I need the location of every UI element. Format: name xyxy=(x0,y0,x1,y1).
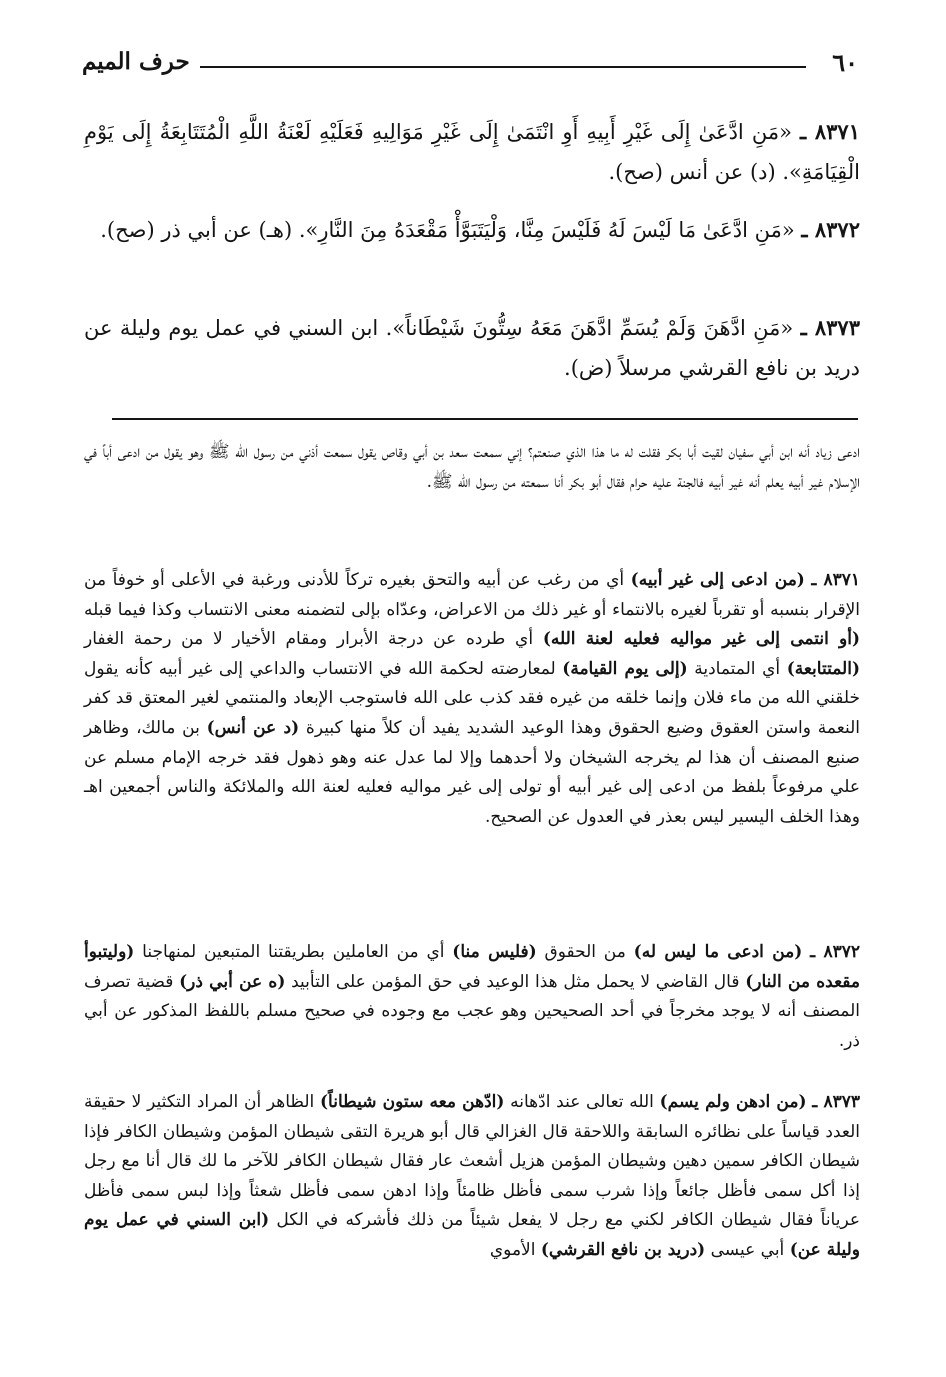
commentary-text: أي من العاملين بطريقتنا المتبعين لمنهاجنا xyxy=(134,942,453,962)
commentary-paragraph xyxy=(84,938,860,1056)
quoted-phrase: (ادّهن معه ستون شيطاناً) xyxy=(319,1092,505,1112)
commentary-text: أي طرده عن درجة الأبرار ومقام الأخيار لا من رحمة الغفار xyxy=(84,629,543,650)
quoted-phrase: (أو انتمى إلى غير مواليه فعليه لعنة الله) xyxy=(542,629,861,650)
commentary-intro xyxy=(84,438,860,497)
commentary-text: الله تعالى عند ادّهانه xyxy=(504,1092,660,1112)
hadith-source: ابن السني في عمل يوم وليلة عن دريد بن نافع القرشي مرسلاً (ض). xyxy=(84,316,860,380)
commentary-paragraph: ادعى زياد أنه ابن أبي سفيان لقيت أبا بكر فقلت له ما هذا الذي صنعتم؟ إني سمعت سعد بن أبي وقاص يقول سمعت أذني من رسول الله ﷺ وهو يقول من ادعى أباً في الإسلام غير أبيه يعلم أنه غير أبيه فالجنة عليه حرام فقال أبو بكر أنا سمعته من رسول الله ﷺ. xyxy=(84,442,860,492)
hadith-text: «مَنِ ادَّهَنَ وَلَمْ يُسَمِّ ادَّهَنَ مَعَهُ سِتُّونَ شَيْطَاناً». xyxy=(385,316,794,340)
commentary-paragraph xyxy=(84,1088,860,1266)
commentary-text: أي من رغب عن أبيه والتحق بغيره تركاً للأدنى ورغبة في الأعلى أو خوفاً من الإقرار بنسبه أو تقرباً لغيره بالانتماء أو غير ذلك من الاعراض، وعدّاه بإلى لتضمنه معنى الانتساب وكذا فيما قبله xyxy=(84,570,860,620)
commentary-8371 xyxy=(84,566,860,832)
hadith-number: ٨٣٧١ ـ xyxy=(800,119,860,144)
commentary-text: الظاهر أن المراد التكثير لا حقيقة العدد قياساً على نظائره السابقة واللاحقة قال الغزالي قال أبو هريرة التقى شيطان المؤمن وشيطان الكافر فإذا شيطان الكافر سمين دهين وشيطان المؤمن هزيل أشعث عار فقال شيطان الكافر للآخر ما لك قال أنا مع رجل إذا أكل سمى فأظل جائعاً وإذا شرب سمى فأظل ظامئاً وإذا ادهن سمى فأظل شعثاً وإذا لبس سمى فأظل عرياناً فقال شيطان الكافر لكني مع رجل لا يفعل شيئاً من ذلك فأشركه في الكل xyxy=(84,1092,860,1231)
commentary-8372 xyxy=(84,938,860,1056)
commentary-number: ٨٣٧٣ ـ xyxy=(812,1092,860,1112)
commentary-text: قضية تصرف المصنف أنه لا يوجد مخرجاً في أحد الصحيحين وهو عجب مع وجوده في صحيح مسلم باللفظ المذكور عن أبي ذر. xyxy=(84,971,860,1051)
commentary-text: قال القاضي لا يحمل مثل هذا الوعيد في حق المؤمن على التأبيد xyxy=(285,971,746,992)
commentary-text: لمعارضته لحكمة الله في الانتساب والداعي إلى غير أبيه كأنه يقول خلقني الله من ماء فلان وإنما خلقه من غيره فقد كذب على الله فاستوجب الإبعاد والمنتمي لغير المعتق قد كفر النعمة واستن العقوق وضيع الحقوق وهذا الوعيد الشديد يفيد أن كلاً منها كبيرة xyxy=(84,658,860,738)
hadith-8372 xyxy=(84,210,860,250)
commentary-number: ٨٣٧٢ ـ xyxy=(810,942,861,962)
page-number: ٦٠ xyxy=(832,48,858,77)
commentary-text: من الحقوق xyxy=(536,942,634,962)
page-header xyxy=(82,48,858,88)
commentary-text: بن مالك، وظاهر صنيع المصنف أن هذا لم يخرجه الشيخان ولا أحدهما وإلا لما عدل عنه وهو ذهول فقد خرجه الإمام مسلم عن علي مرفوعاً بلفظ من ادعى إلى غير أبيه أو تولى إلى غير مواليه فعليه لعنة الله والملائكة والناس أجمعين اهـ وهذا الخلف اليسير ليس بعذر في العدول عن الصحيح. xyxy=(84,717,861,827)
quoted-phrase: (من ادعى ما ليس له) xyxy=(633,942,803,962)
hadith-8371 xyxy=(84,112,860,192)
chapter-title: حرف الميم xyxy=(82,48,190,75)
hadith-number: ٨٣٧٢ ـ xyxy=(801,217,860,242)
quoted-phrase: (فليس منا) xyxy=(452,942,537,962)
hadith-text: «مَنِ ادَّعَىٰ إِلَى غَيْرِ أَبِيهِ أَوِ انْتَمَىٰ إِلَى غَيْرِ مَوَالِيهِ فَعَلَيْهِ لَعْنَةُ اللَّهِ الْمُتَتَابِعَةُ إِلَى يَوْمِ الْقِيَامَةِ». xyxy=(84,120,860,184)
quoted-phrase: (إلى يوم القيامة) xyxy=(562,658,688,679)
quoted-phrase: (من ادعى إلى غير أبيه) xyxy=(630,570,805,590)
quoted-phrase: (د عن أنس) xyxy=(206,717,300,738)
quoted-phrase: (دريد بن نافع القرشي) xyxy=(540,1239,706,1260)
hadith-8373 xyxy=(84,308,860,388)
commentary-text: الأموي xyxy=(489,1239,541,1260)
hadith-text: «مَنِ ادَّعَىٰ مَا لَيْسَ لَهُ فَلَيْسَ مِنَّا، وَلْيَتَبَوَّأْ مَقْعَدَهُ مِنَ النَّارِ». xyxy=(298,218,795,242)
commentary-text: أبي عيسى xyxy=(705,1239,790,1260)
footnote-divider xyxy=(112,418,858,420)
commentary-text: أي المتمادية xyxy=(687,658,787,679)
quoted-phrase: (ه عن أبي ذر) xyxy=(179,971,286,992)
commentary-paragraph xyxy=(84,566,860,832)
hadith-source: (هـ) عن أبي ذر (صح). xyxy=(100,218,293,242)
quoted-phrase: (ابن السني في عمل يوم وليلة عن) xyxy=(84,1210,860,1260)
quoted-phrase: (وليتبوأ مقعده من النار) xyxy=(84,942,860,992)
commentary-8373 xyxy=(84,1088,860,1266)
hadith-source: (د) عن أنس (صح). xyxy=(608,160,776,184)
commentary-number: ٨٣٧١ ـ xyxy=(811,570,861,590)
quoted-phrase: (المتتابعة) xyxy=(786,658,860,679)
hadith-number: ٨٣٧٣ ـ xyxy=(800,315,860,340)
header-rule xyxy=(200,66,806,68)
quoted-phrase: (من ادهن ولم يسم) xyxy=(659,1092,807,1112)
